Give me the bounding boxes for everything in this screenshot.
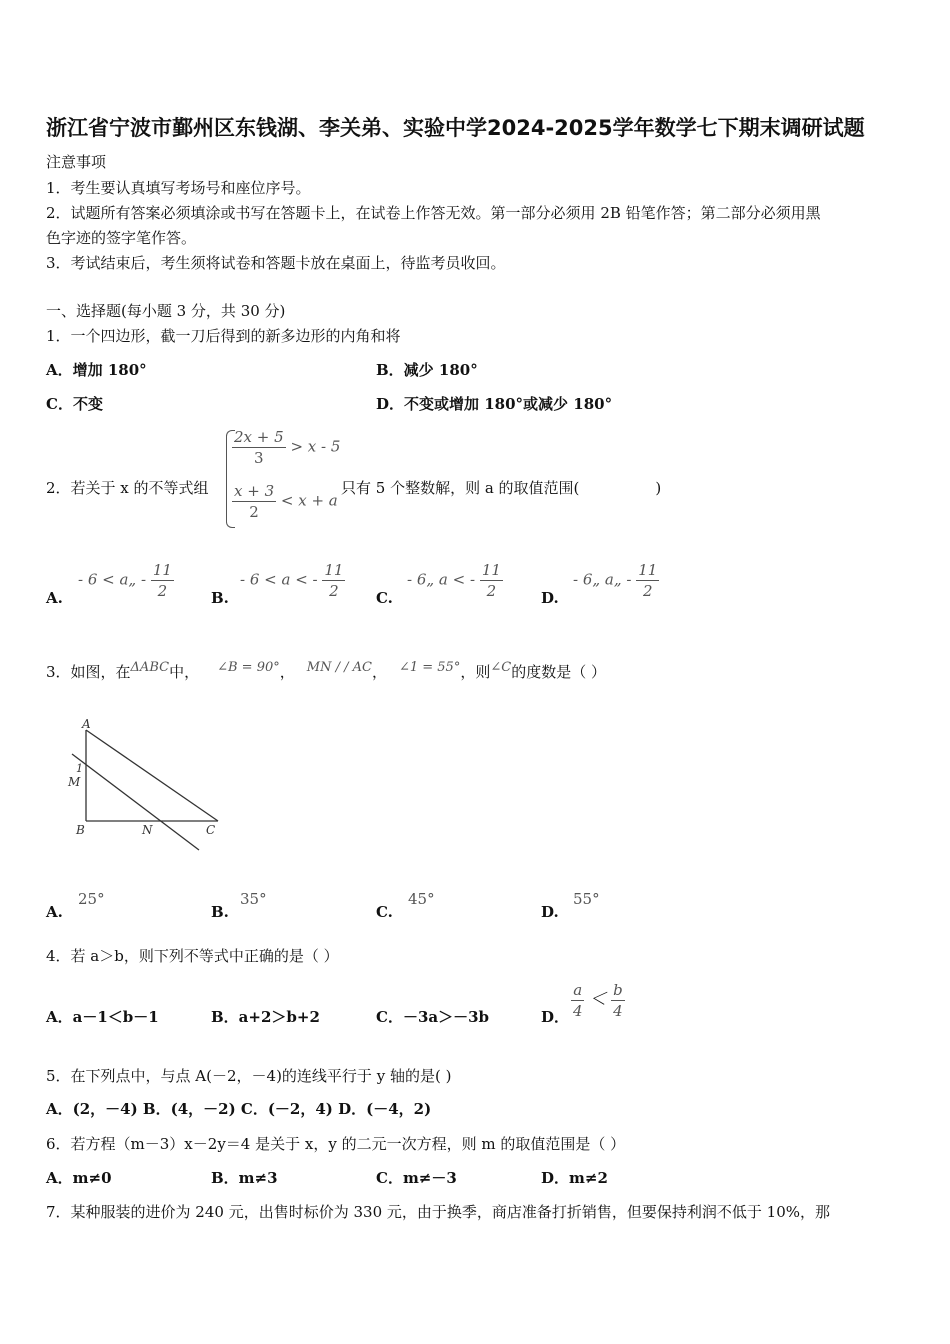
q6-option-d: D．m≠2 [541,1169,608,1187]
q3-option-c: 45° [408,890,435,908]
q1-option-c: C．不变 [46,395,103,413]
notice-heading: 注意事项 [46,153,107,171]
q1-option-a: A．增加 180° [46,361,147,379]
q6-option-b: B．m≠3 [211,1169,278,1187]
q3-option-d-label: D. [541,903,559,921]
question-7-stem: 7．某种服装的进价为 240 元，出售时标价为 330 元，由于换季，商店准备打折销售，但要保持利润不低于 10%，那 [46,1203,830,1221]
label-n: N [142,823,153,837]
q2-option-a: - 6 < a„ - $\frac{11}{2}$ [78,561,172,600]
q2-option-d: - 6„ a„ - $\frac{11}{2}$ [573,561,658,600]
q5-options: A．(2，－4) B．(4，－2) C．(－2，4) D．(－4，2) [46,1100,432,1118]
question-5-stem: 5．在下列点中，与点 A(－2，－4)的连线平行于 y 轴的是( ) [46,1067,452,1085]
q2-option-c-label: C. [376,589,393,607]
question-2-stem-cont: 只有 5 个整数解，则 a 的取值范围( ) [341,479,662,497]
q4-option-d: $\frac{a}{4}$ ＜ $\frac{b}{4}$ [573,981,623,1020]
q2-option-c: - 6„ a < - $\frac{11}{2}$ [407,561,501,600]
question-1-stem: 1．一个四边形，截一刀后得到的新多边形的内角和将 [46,327,401,345]
label-c: C [206,823,216,837]
page-title: 浙江省宁波市鄞州区东钱湖、李关弟、实验中学2024-2025学年数学七下期末调研试题 [46,116,865,140]
q4-option-c: C．－3a＞－3b [376,1008,490,1026]
notice-item-2: 2．试题所有答案必须填涂或书写在答题卡上，在试卷上作答无效。第一部分必须用 2B 铅笔作答；第二部分必须用黑 [46,204,821,222]
q6-option-a: A．m≠0 [46,1169,112,1187]
q3-option-a-label: A. [46,903,63,921]
q3-option-b-label: B. [211,903,229,921]
q4-option-b: B．a+2＞b+2 [211,1008,320,1026]
question-4-stem: 4．若 a＞b，则下列不等式中正确的是（ ） [46,947,339,965]
q4-option-d-label: D． [541,1008,570,1026]
question-3-stem: 3．如图，在$^{\Delta ABC}$中， $^{\angle B = 90^\circ}$， $^{MN / / AC}$， $^{\angle 1 = 55^\circ}$，则$^{\angle C}$的度数是（ ） [46,660,606,681]
q1-option-d: D．不变或增加 180°或减少 180° [376,395,613,413]
triangle-figure [56,710,236,860]
q3-option-b: 35° [240,890,267,908]
question-6-stem: 6．若方程（m－3）x－2y＝4 是关于 x，y 的二元一次方程，则 m 的取值范围是（ ） [46,1135,626,1153]
q3-option-d: 55° [573,890,600,908]
label-m: M [68,775,81,789]
question-2-stem: 2．若关于 x 的不等式组 [46,479,209,497]
q6-option-c: C．m≠－3 [376,1169,457,1187]
label-a: A [82,717,91,731]
inequality-2: $\frac{x + 3}{2}$ < x + a [234,482,338,521]
q3-option-c-label: C. [376,903,393,921]
q4-option-a: A．a－1＜b－1 [46,1008,159,1026]
line-mn [72,754,199,850]
notice-item-1: 1．考生要认真填写考场号和座位序号。 [46,179,311,197]
q3-option-a: 25° [78,890,105,908]
notice-item-2-cont: 色字迹的签字笔作答。 [46,229,197,247]
q1-option-b: B．减少 180° [376,361,478,379]
side-ac [86,730,218,821]
notice-item-3: 3．考试结束后，考生须将试卷和答题卡放在桌面上，待监考员收回。 [46,254,506,272]
label-angle-1: 1 [76,762,83,775]
label-b: B [76,823,85,837]
q2-option-a-label: A. [46,589,63,607]
q2-option-d-label: D. [541,589,559,607]
q2-option-b: - 6 < a < - $\frac{11}{2}$ [240,561,344,600]
inequality-1: $\frac{2x + 5}{3}$ > x - 5 [234,428,341,467]
q2-option-b-label: B. [211,589,229,607]
section-heading: 一、选择题(每小题 3 分，共 30 分) [46,302,286,320]
